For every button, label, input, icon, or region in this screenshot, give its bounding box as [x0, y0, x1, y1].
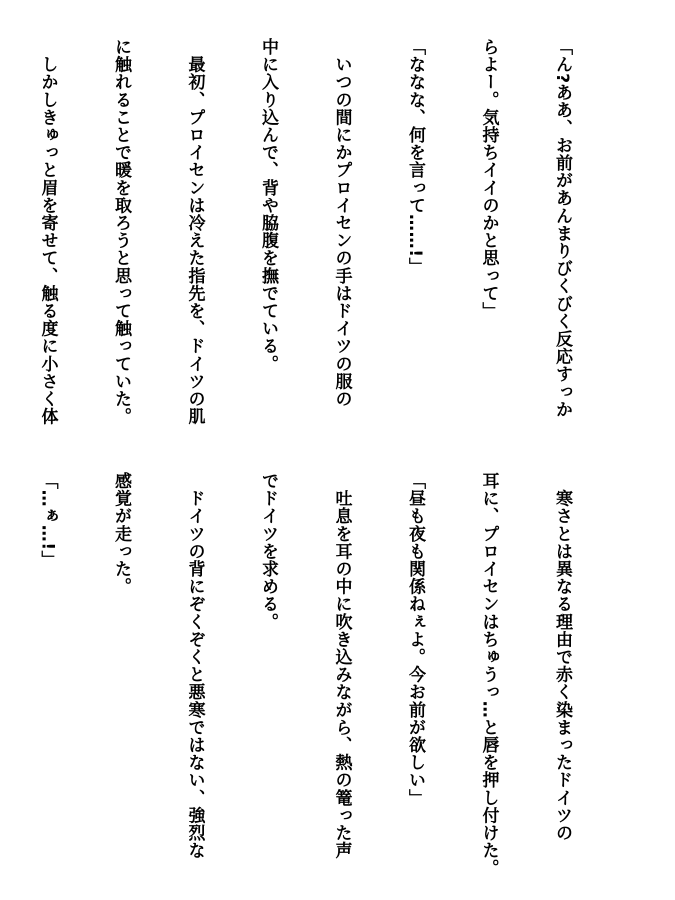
- text-line: 最初、プロイセンは冷えた指先を、ドイツの肌: [184, 38, 205, 426]
- text-block-top: [37, 38, 623, 438]
- text-line: ドイツの背にぞくぞくと悪寒ではない、強烈な: [184, 472, 205, 860]
- text-line: でドイツを求める。: [258, 472, 278, 631]
- text-line: 「…ぁ…!」: [37, 472, 58, 569]
- text-line: 中に入り込んで、背や脇腹を撫でている。: [258, 38, 278, 373]
- text-line: に触れることで暖を取ろうと思って触っていた。: [111, 38, 131, 426]
- text-line: 感覚が走った。: [111, 472, 131, 596]
- text-line: 寒さとは異なる理由で赤く染まったドイツの: [552, 472, 572, 842]
- text-line: 耳に、プロイセンはちゅうっ…と唇を押し付けた。: [478, 472, 499, 877]
- text-block-bottom: [37, 472, 623, 877]
- text-line: 「ななな、何を言って……!」: [405, 38, 425, 276]
- text-line: 吐息を耳の中に吹き込みながら、熱の篭った声: [331, 472, 352, 860]
- text-line: しかしきゅっと眉を寄せて、触る度に小さく体: [37, 38, 58, 426]
- text-line: 「昼も夜も関係ねぇよ。今お前が欲しい」: [405, 472, 425, 807]
- text-line: いつの間にかプロイセンの手はドイツの服の: [331, 38, 352, 408]
- text-line: らよー。気持ちイイのかと思って」: [478, 38, 499, 320]
- text-line: 「ん?ああ、お前があんまりびくびく反応すっか: [552, 38, 572, 419]
